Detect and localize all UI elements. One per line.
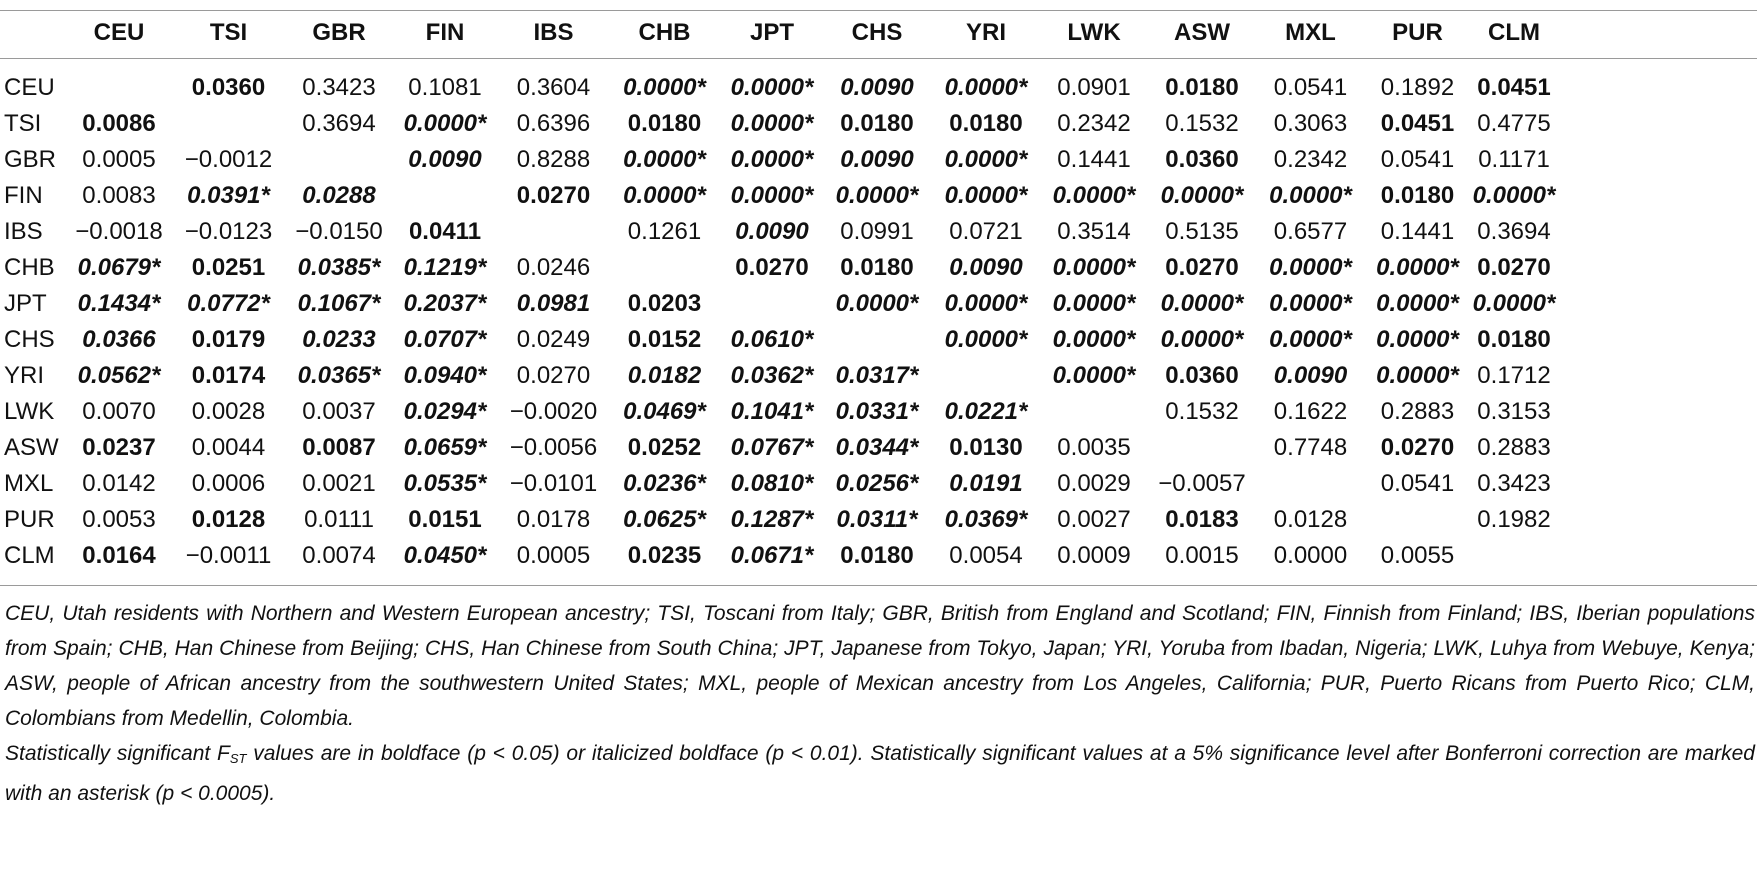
table-cell: 0.0721	[949, 218, 1023, 245]
table-cell: 0.0000*	[403, 110, 487, 137]
table-cell: 0.0369*	[944, 506, 1028, 533]
table-cell: 0.0000*	[1052, 290, 1136, 317]
table-cell: 0.0270	[1380, 434, 1455, 461]
table-cell: 0.0180	[1165, 74, 1239, 101]
table-cell: 0.1982	[1477, 506, 1551, 533]
table-cell: 0.0810*	[730, 470, 814, 497]
table-cell: 0.0000*	[623, 74, 706, 101]
table-cell: 0.0365*	[297, 362, 381, 389]
table-cell: 0.0128	[191, 506, 266, 533]
column-header-chs: CHS	[851, 19, 903, 46]
table-cell: 0.2883	[1380, 398, 1455, 425]
column-header-asw: ASW	[1174, 19, 1230, 46]
table-cell: 0.0360	[191, 74, 266, 101]
table-cell: 0.0251	[191, 254, 266, 281]
column-header-ceu: CEU	[93, 19, 145, 46]
table-cell: 0.0391*	[187, 182, 270, 209]
table-cell: 0.4775	[1477, 110, 1551, 137]
table-cell: 0.0000*	[1376, 362, 1459, 389]
table-cell: 0.0235	[627, 542, 702, 569]
table-cell: 0.1532	[1165, 398, 1239, 425]
table-cell: 0.0000*	[1160, 182, 1244, 209]
table-cell: 0.0021	[302, 470, 376, 497]
table-cell: 0.0005	[82, 146, 156, 173]
table-cell: 0.0174	[191, 362, 266, 389]
table-cell: 0.0000*	[1472, 290, 1556, 317]
table-cell: 0.0090	[1273, 362, 1348, 389]
table-cell: 0.0000*	[1376, 254, 1459, 281]
corner-cell	[0, 10, 68, 56]
table-cell	[721, 286, 823, 322]
table-cell: 0.0180	[627, 110, 702, 137]
table-cell: 0.3423	[1477, 470, 1551, 497]
table-cell: 0.0000*	[944, 182, 1028, 209]
table-footnote	[5, 596, 1755, 811]
table-cell: 0.0991	[840, 218, 914, 245]
row-label: CHB	[4, 254, 55, 281]
table-cell: −0.0101	[509, 470, 598, 497]
table-cell: 0.0288	[302, 182, 376, 209]
table-cell: 0.0252	[627, 434, 702, 461]
table-cell: 0.0270	[516, 362, 591, 389]
row-label: ASW	[4, 434, 59, 461]
table-cell: 0.0055	[1380, 542, 1455, 569]
table-cell	[823, 322, 931, 358]
table-cell: 0.5135	[1165, 218, 1239, 245]
table-cell: 0.1532	[1165, 110, 1239, 137]
table-cell: 0.0767*	[730, 434, 814, 461]
table-cell: 0.0331*	[835, 398, 919, 425]
table-cell: 0.0000*	[1269, 182, 1352, 209]
table-cell: 0.1712	[1477, 362, 1551, 389]
table-cell: 0.0000*	[1472, 182, 1556, 209]
table-cell: 0.1287*	[730, 506, 814, 533]
table-cell: 0.2342	[1057, 110, 1131, 137]
table-cell: 0.0178	[516, 506, 591, 533]
table-cell: −0.0123	[184, 218, 273, 245]
table-cell: 0.6396	[516, 110, 591, 137]
table-cell: 0.0311*	[836, 506, 918, 533]
table-cell: 0.0940*	[403, 362, 487, 389]
table-cell: 0.0344*	[835, 434, 919, 461]
column-header-clm: CLM	[1488, 19, 1540, 46]
table-cell: 0.0086	[82, 110, 156, 137]
row-label: TSI	[4, 110, 42, 137]
table-cell: 0.0053	[82, 506, 156, 533]
table-cell: 0.0183	[1165, 506, 1239, 533]
table-cell: 0.0180	[1477, 326, 1551, 353]
table-cell: 0.0000*	[1052, 254, 1136, 281]
table-cell: 0.0000*	[730, 182, 814, 209]
table-cell: 0.0000*	[730, 146, 814, 173]
table-cell: 0.0180	[840, 542, 914, 569]
fst-table	[0, 10, 1557, 574]
row-label: LWK	[4, 398, 55, 425]
table-cell: 0.1441	[1057, 146, 1131, 173]
table-cell: 0.0236*	[623, 470, 706, 497]
table-cell: 0.1171	[1478, 146, 1550, 173]
table-cell: 0.0221*	[944, 398, 1028, 425]
table-cell	[1041, 394, 1147, 430]
table-cell: 0.0090	[735, 218, 809, 245]
table-cell: 0.0035	[1057, 434, 1131, 461]
table-cell: 0.0090	[840, 146, 914, 173]
table-cell: 0.0006	[191, 470, 266, 497]
table-cell: 0.0000*	[835, 290, 919, 317]
table-cell: 0.0000*	[944, 326, 1028, 353]
table-row-lwk	[0, 394, 1557, 430]
table-cell: 0.0610*	[730, 326, 814, 353]
table-cell: 0.0000*	[1160, 290, 1244, 317]
table-cell: 0.0000*	[730, 74, 814, 101]
table-cell: 0.2883	[1477, 434, 1551, 461]
table-cell: 0.0707*	[403, 326, 487, 353]
table-cell: 0.2342	[1273, 146, 1348, 173]
table-cell: 0.0270	[1165, 254, 1239, 281]
table-cell: 0.0090	[949, 254, 1023, 281]
table-cell: 0.0090	[840, 74, 914, 101]
table-cell: 0.0256*	[835, 470, 919, 497]
sig-f-symbol: F	[217, 742, 230, 765]
table-cell: 0.0128	[1273, 506, 1348, 533]
table-cell: 0.0000*	[944, 290, 1028, 317]
row-label: YRI	[4, 362, 45, 389]
table-cell	[1147, 430, 1257, 466]
table-cell: 0.0000*	[1052, 182, 1136, 209]
table-cell: 0.0000*	[1052, 326, 1136, 353]
table-cell: 0.3694	[302, 110, 376, 137]
table-cell: 0.1622	[1273, 398, 1348, 425]
table-cell: 0.0360	[1165, 146, 1239, 173]
table-cell: 0.0180	[840, 110, 914, 137]
column-header-jpt: JPT	[749, 19, 794, 46]
table-cell: 0.0362*	[730, 362, 814, 389]
table-cell: −0.0011	[185, 542, 272, 569]
table-cell: −0.0020	[509, 398, 598, 425]
table-cell: 0.0237	[82, 434, 156, 461]
row-label: CHS	[4, 326, 55, 353]
table-cell: 0.0000*	[730, 110, 814, 137]
table-cell	[499, 214, 608, 250]
table-cell: 0.0130	[949, 434, 1023, 461]
column-header-tsi: TSI	[209, 19, 248, 46]
table-cell: 0.0000*	[944, 146, 1028, 173]
table-row-pur	[0, 502, 1557, 538]
table-cell: 0.0009	[1057, 542, 1131, 569]
row-label: FIN	[4, 182, 43, 209]
table-cell	[1471, 538, 1557, 574]
table-cell: 0.8288	[516, 146, 591, 173]
table-cell: 0.0083	[82, 182, 156, 209]
table-cell: 0.0164	[82, 542, 156, 569]
table-row-fin	[0, 178, 1557, 214]
table-cell: 0.0000*	[1160, 326, 1244, 353]
table-cell: 0.0000*	[1376, 326, 1459, 353]
table-row-chb	[0, 250, 1557, 286]
table-cell: 0.0179	[191, 326, 266, 353]
table-cell: 0.1434*	[77, 290, 161, 317]
table-cell: 0.0152	[627, 326, 702, 353]
column-header-ibs: IBS	[533, 19, 574, 46]
table-cell: 0.0625*	[623, 506, 706, 533]
table-cell: 0.0180	[1380, 182, 1455, 209]
table-cell: 0.0000*	[944, 74, 1028, 101]
table-row-tsi	[0, 106, 1557, 142]
table-cell: 0.0070	[82, 398, 156, 425]
table-cell: 0.0000*	[623, 182, 706, 209]
table-cell: 0.0151	[408, 506, 482, 533]
table-row-clm	[0, 538, 1557, 574]
row-label: CEU	[4, 74, 55, 101]
row-label: GBR	[4, 146, 57, 173]
abbreviations-note: CEU, Utah residents with Northern and Western European ancestry; TSI, Toscani from Italy; GBR, British from England and Scotland; FIN, Finnish from Finland; IBS, Iberian populations from Spain; CHB, Han Chinese from Beijing; CHS, Han Chinese from South China; JPT, Japanese from Tokyo, Japan; YRI, Yoruba from Ibadan, Nigeria; LWK, Luhya from Webuye, Kenya; ASW, people of African ancestry from the southwestern United States; MXL, people of Mexican ancestry from Los Angeles, California; PUR, Puerto Ricans from Puerto Rico; CLM, Colombians from Medellin, Colombia.	[5, 602, 1755, 730]
column-header-gbr: GBR	[312, 19, 366, 46]
table-cell: 0.0087	[302, 434, 376, 461]
table-cell: 0.0142	[82, 470, 156, 497]
table-cell: 0.0054	[949, 542, 1023, 569]
table-cell: 0.0541	[1273, 74, 1348, 101]
table-cell	[68, 70, 170, 106]
table-cell: 0.0901	[1057, 74, 1131, 101]
bottom-rule	[0, 585, 1757, 586]
table-cell: 0.3423	[302, 74, 376, 101]
table-cell: 0.0411	[408, 218, 482, 245]
table-cell: 0.0679*	[77, 254, 161, 281]
table-body	[0, 56, 1557, 574]
table-cell: 0.0203	[627, 290, 702, 317]
table-cell: 0.1081	[408, 74, 482, 101]
column-header-yri: YRI	[965, 19, 1006, 46]
table-cell: 0.0772*	[187, 290, 270, 317]
table-cell: 0.0029	[1057, 470, 1131, 497]
table-row-mxl	[0, 466, 1557, 502]
table-cell: 0.0450*	[403, 542, 487, 569]
table-cell: 0.0015	[1165, 542, 1239, 569]
table-cell: 0.0360	[1165, 362, 1239, 389]
table-cell: 0.0541	[1380, 470, 1455, 497]
table-cell: −0.0150	[295, 218, 383, 245]
table-cell: 0.0249	[516, 326, 591, 353]
table-cell: 0.1892	[1380, 74, 1455, 101]
column-header-chb: CHB	[638, 19, 691, 46]
table-cell: 0.0180	[949, 110, 1023, 137]
table-cell: 0.1441	[1380, 218, 1455, 245]
table-cell: 0.0366	[82, 326, 156, 353]
table-cell: 0.0294*	[403, 398, 487, 425]
table-cell: 0.0469*	[623, 398, 706, 425]
table-cell: −0.0057	[1158, 470, 1246, 497]
table-cell	[1257, 466, 1364, 502]
table-cell: 0.6577	[1273, 218, 1348, 245]
table-cell: 0.0270	[1477, 254, 1551, 281]
row-label: CLM	[4, 542, 55, 569]
sig-st-subscript: ST	[229, 751, 247, 766]
table-row-gbr	[0, 142, 1557, 178]
table-cell: −0.0012	[184, 146, 273, 173]
table-cell: 0.0000*	[1052, 362, 1136, 389]
sig-prefix: Statistically significant	[5, 742, 217, 765]
table-cell	[931, 358, 1041, 394]
table-cell: 0.0671*	[730, 542, 814, 569]
table-cell: 0.0385*	[297, 254, 381, 281]
table-cell: 0.0000*	[1269, 254, 1352, 281]
header-row	[0, 10, 1557, 56]
table-cell: 0.0541	[1380, 146, 1455, 173]
table-row-yri	[0, 358, 1557, 394]
table-cell: 0.0000*	[623, 146, 706, 173]
table-cell: 0.0111	[304, 506, 374, 533]
table-row-ceu	[0, 70, 1557, 106]
table-cell: 0.0037	[302, 398, 376, 425]
column-header-pur: PUR	[1392, 19, 1443, 46]
table-cell	[1364, 502, 1471, 538]
table-cell: 0.0005	[516, 542, 591, 569]
table-cell	[287, 142, 391, 178]
table-cell: 0.3063	[1273, 110, 1348, 137]
table-cell: 0.0451	[1477, 74, 1551, 101]
significance-note	[5, 736, 1755, 811]
row-label: IBS	[4, 218, 43, 245]
table-cell: 0.0090	[408, 146, 482, 173]
table-cell: 0.0000*	[1269, 326, 1352, 353]
table-cell: 0.1219*	[403, 254, 487, 281]
table-row-asw	[0, 430, 1557, 466]
table-cell: 0.1067*	[297, 290, 381, 317]
table-cell: 0.0270	[735, 254, 809, 281]
table-cell: 0.0191	[949, 470, 1023, 497]
table-cell: 0.0451	[1380, 110, 1455, 137]
table-cell: 0.3604	[516, 74, 591, 101]
table-cell: 0.0981	[516, 290, 591, 317]
table-cell: 0.0246	[516, 254, 591, 281]
table-cell: 0.0562*	[77, 362, 161, 389]
table-cell: 0.0270	[516, 182, 591, 209]
table-cell: 0.0659*	[403, 434, 487, 461]
table-cell: 0.7748	[1273, 434, 1348, 461]
table-cell: 0.1261	[627, 218, 702, 245]
table-cell: −0.0018	[75, 218, 163, 245]
table-cell: 0.0044	[191, 434, 266, 461]
table-cell: 0.0000*	[1376, 290, 1459, 317]
column-header-lwk: LWK	[1067, 19, 1121, 46]
column-header-fin: FIN	[425, 19, 465, 46]
table-cell: 0.1041*	[730, 398, 814, 425]
table-cell	[608, 250, 721, 286]
table-cell: 0.0535*	[403, 470, 487, 497]
sig-rest: values are in boldface (p < 0.05) or italicized boldface (p < 0.01). Statistically significant values at a 5% significance level after Bonferroni correction are marked with an asterisk (p < 0.0005).	[5, 742, 1755, 805]
column-header-mxl: MXL	[1285, 19, 1336, 46]
table-cell: 0.0027	[1057, 506, 1131, 533]
table-cell: 0.0028	[191, 398, 266, 425]
table-cell: 0.3514	[1057, 218, 1131, 245]
row-label: PUR	[4, 506, 55, 533]
table-cell	[170, 106, 287, 142]
table-cell: 0.0000*	[1269, 290, 1352, 317]
table-cell: −0.0056	[509, 434, 598, 461]
table-cell	[391, 178, 499, 214]
table-cell: 0.3694	[1477, 218, 1551, 245]
table-cell: 0.0182	[627, 362, 702, 389]
row-label: JPT	[4, 290, 47, 317]
table-cell: 0.0074	[302, 542, 376, 569]
table-cell: 0.2037*	[403, 290, 487, 317]
table-cell: 0.0180	[840, 254, 914, 281]
table-row-ibs	[0, 214, 1557, 250]
table-cell: 0.0000	[1273, 542, 1348, 569]
row-label: MXL	[4, 470, 54, 497]
table-cell: 0.0000*	[835, 182, 919, 209]
table-cell: 0.3153	[1477, 398, 1551, 425]
table-cell: 0.0233	[302, 326, 376, 353]
table-cell: 0.0317*	[835, 362, 919, 389]
table-row-jpt	[0, 286, 1557, 322]
table-row-chs	[0, 322, 1557, 358]
